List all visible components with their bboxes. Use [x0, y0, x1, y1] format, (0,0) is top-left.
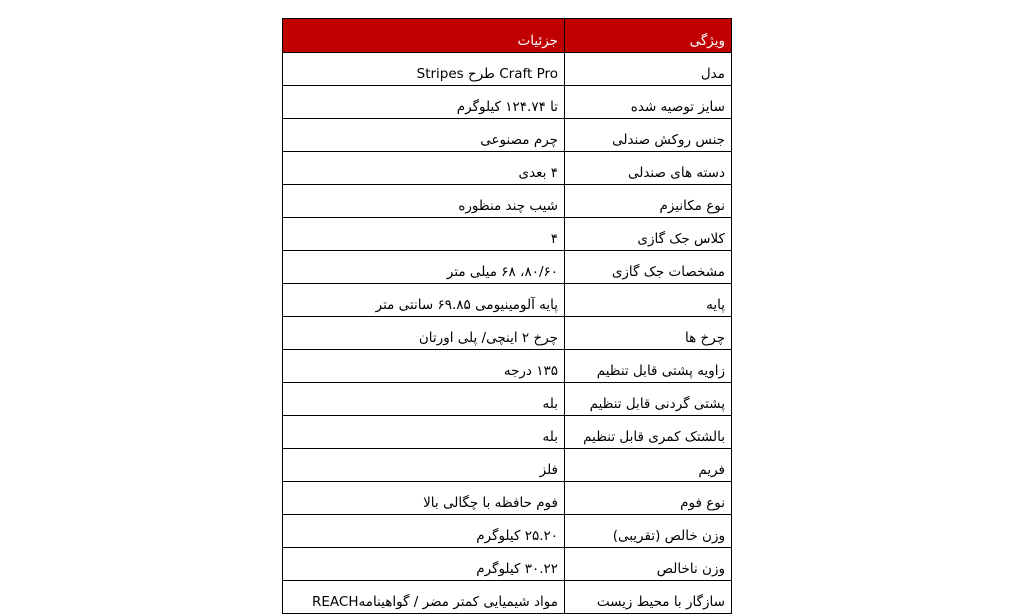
- table-row: [283, 350, 732, 383]
- specs-table: [282, 18, 732, 614]
- table-row: [283, 449, 732, 482]
- details-cell: چرخ ۲ اینچی/ پلی اورتان: [283, 317, 565, 350]
- details-cell: شیب چند منظوره: [283, 185, 565, 218]
- details-cell: ۱۳۵ درجه: [283, 350, 565, 383]
- feature-cell: زاویه پشتی قابل تنظیم: [565, 350, 732, 383]
- feature-cell: چرخ ها: [565, 317, 732, 350]
- details-cell: ۴: [283, 218, 565, 251]
- table-row: [283, 284, 732, 317]
- feature-cell: مشخصات جک گازی: [565, 251, 732, 284]
- feature-cell: نوع فوم: [565, 482, 732, 515]
- feature-cell: وزن خالص (تقریبی): [565, 515, 732, 548]
- feature-cell: فریم: [565, 449, 732, 482]
- details-cell: ۸۰/۶۰، ۶۸ میلی متر: [283, 251, 565, 284]
- details-cell: تا ۱۲۴.۷۴ کیلوگرم: [283, 86, 565, 119]
- details-cell: ۳۰.۲۲ کیلوگرم: [283, 548, 565, 581]
- details-cell: ۲۵.۲۰ کیلوگرم: [283, 515, 565, 548]
- table-row: [283, 515, 732, 548]
- feature-cell: نوع مکانیزم: [565, 185, 732, 218]
- table-row: [283, 185, 732, 218]
- table-row: [283, 416, 732, 449]
- header-details: جزئیات: [283, 19, 565, 53]
- table-row: [283, 218, 732, 251]
- details-cell: Craft Pro طرح Stripes: [283, 53, 565, 86]
- table-row: [283, 152, 732, 185]
- details-cell: پایه آلومینیومی ۶۹.۸۵ سانتی متر: [283, 284, 565, 317]
- table-row: [283, 581, 732, 614]
- feature-cell: دسته های صندلی: [565, 152, 732, 185]
- feature-cell: کلاس جک گازی: [565, 218, 732, 251]
- feature-cell: وزن ناخالص: [565, 548, 732, 581]
- header-feature: ویژگی: [565, 19, 732, 53]
- details-cell: بله: [283, 416, 565, 449]
- table-row: [283, 119, 732, 152]
- feature-cell: سایز توصیه شده: [565, 86, 732, 119]
- feature-cell: بالشتک کمری قابل تنظیم: [565, 416, 732, 449]
- feature-cell: سازگار با محیط زیست: [565, 581, 732, 614]
- table-row: [283, 317, 732, 350]
- feature-cell: مدل: [565, 53, 732, 86]
- details-cell: ۴ بعدی: [283, 152, 565, 185]
- feature-cell: پشتی گردنی قابل تنظیم: [565, 383, 732, 416]
- specs-table-container: [282, 18, 731, 614]
- table-row: [283, 482, 732, 515]
- feature-cell: جنس روکش صندلی: [565, 119, 732, 152]
- details-cell: فوم حافظه با چگالی بالا: [283, 482, 565, 515]
- details-cell: مواد شیمیایی کمتر مضر / گواهینامهREACH: [283, 581, 565, 614]
- feature-cell: پایه: [565, 284, 732, 317]
- details-cell: بله: [283, 383, 565, 416]
- details-cell: چرم مصنوعی: [283, 119, 565, 152]
- table-row: [283, 86, 732, 119]
- table-header-row: [283, 19, 732, 53]
- details-cell: فلز: [283, 449, 565, 482]
- table-row: [283, 383, 732, 416]
- table-row: [283, 53, 732, 86]
- table-row: [283, 251, 732, 284]
